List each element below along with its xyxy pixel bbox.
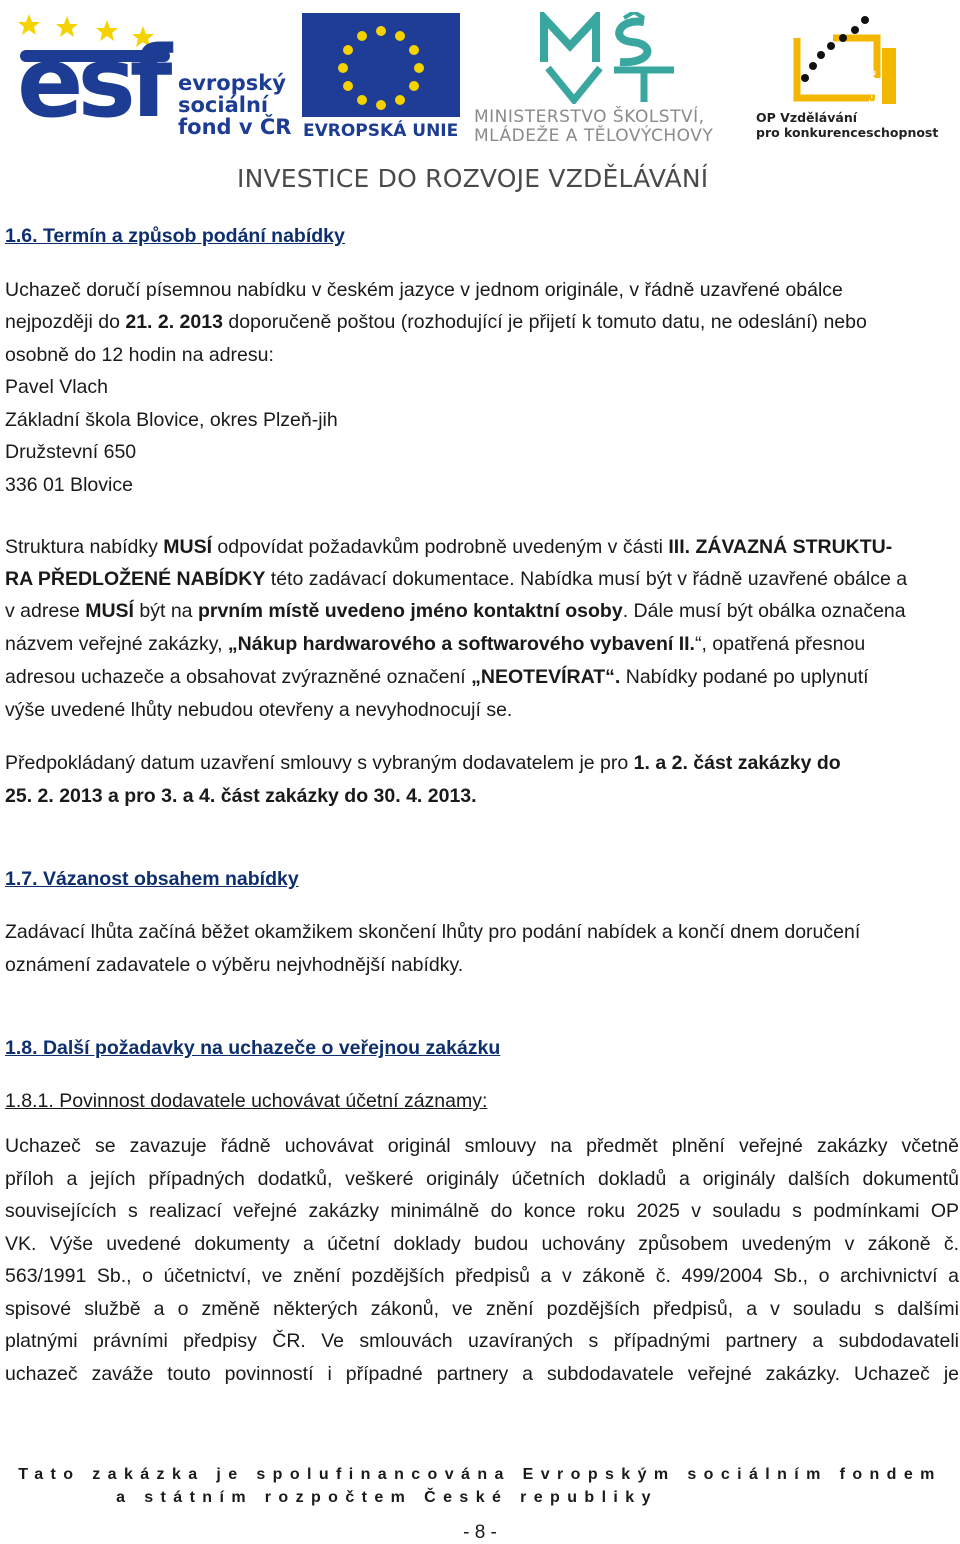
address-name: Pavel Vlach	[5, 376, 108, 398]
s16-p2-must-1: MUSÍ	[163, 536, 212, 558]
subheading-1-8-1: 1.8.1. Povinnost dodavatele uchovávat účetní záznamy:	[5, 1090, 488, 1112]
esf-line-1: evropský	[178, 71, 286, 95]
heading-1-8: 1.8. Další požadavky na uchazeče o veřejnou zakázku	[5, 1037, 501, 1059]
op-name	[756, 110, 938, 140]
s16-p2-text-j: názvem veřejné zakázky,	[5, 633, 228, 655]
eu-label: EVROPSKÁ UNIE	[303, 121, 459, 141]
s16-p2-must-2: MUSÍ	[85, 600, 134, 622]
tagline: INVESTICE DO ROZVOJE VZDĚLÁVÁNÍ	[237, 164, 709, 193]
s16-p2-text-f: Nabídka musí být v řádně uzavřené obálce a	[514, 568, 908, 590]
s16-p2-part-ref-cont: RA PŘEDLOŽENÉ NABÍDKY	[5, 568, 266, 590]
s16-p2-part-ref: III. ZÁVAZNÁ STRUKTU-	[668, 536, 893, 558]
s16-p2-line3	[5, 600, 906, 622]
msmt-logo-icon	[540, 12, 680, 104]
page-number: - 8 -	[463, 1522, 497, 1543]
s16-p3-parts-1-2: 1. a 2. část zakázky do	[633, 752, 841, 774]
header-logos	[0, 0, 960, 200]
msmt-line-1: MINISTERSTVO ŠKOLSTVÍ,	[474, 107, 705, 127]
msmt-name	[474, 108, 713, 146]
esf-line-3: fond v ČR	[178, 115, 292, 139]
esf-line-2: sociální	[178, 93, 269, 117]
s16-p2-text-l: adresou uchazeče a obsahovat zvýrazněné označení	[5, 666, 472, 688]
s16-p2-contract-name: „Nákup hardwarového a softwarového vybavení II.	[227, 633, 695, 655]
op-line-2: pro konkurenceschopnost	[756, 125, 939, 140]
s16-p2-line2	[5, 568, 907, 590]
s16-p2-line4	[5, 633, 865, 655]
s17-line2: oznámení zadavatele o výběru nejvhodnější nabídky.	[5, 954, 464, 976]
s16-p2-text-h: být na	[133, 600, 198, 622]
op-line-1: OP Vzdělávání	[756, 110, 858, 125]
address-school: Základní škola Blovice, okres Plzeň-jih	[5, 409, 338, 431]
msmt-line-2: MLÁDEŽE A TĚLOVÝCHOVY	[474, 126, 714, 146]
s16-p1-line1: Uchazeč doručí písemnou nabídku v českém jazyce v jednom originále, v řádně uzavřené obálce	[5, 279, 843, 301]
s16-p1-line2	[5, 311, 867, 333]
op-years: 2007-13	[866, 70, 876, 112]
s18-line3: souvisejících s realizací veřejné zakázky minimálně do konce roku 2025 v souladu s podmínkami OP	[5, 1200, 959, 1222]
s16-p2-text-g: v adrese	[5, 600, 86, 622]
s16-p2-text-e: této zadávací dokumentace.	[265, 568, 515, 590]
s18-line6: spisové službě a o změně některých zákonů, ve znění pozdějších předpisů, a v souladu s dalšími	[5, 1298, 959, 1320]
s16-p2-text-a: Struktura nabídky	[5, 536, 164, 558]
esf-letters: esf	[17, 26, 167, 140]
s16-p3-line2: 25. 2. 2013 a pro 3. a 4. část zakázky do 30. 4. 2013.	[5, 785, 477, 807]
s16-p3-text-a: Předpokládaný datum uzavření smlouvy s vybraným dodavatelem je pro	[5, 752, 634, 774]
op-logo-icon	[785, 8, 905, 108]
s16-p2-line5	[5, 666, 869, 688]
s18-line2: příloh a jejích případných dodatků, veškeré originály účetních dokladů a originály dalších dokumentů	[5, 1168, 959, 1190]
s18-line1: Uchazeč se zavazuje řádně uchovávat originál smlouvy na předmět plnění veřejné zakázky včetně	[5, 1135, 959, 1157]
s16-p1-text-c: doporučeně poštou (rozhodující je přijetí k tomuto datu, ne odeslání) nebo	[222, 311, 867, 333]
address-street: Družstevní 650	[5, 441, 137, 463]
eu-flag-icon	[302, 13, 460, 117]
s16-p2-text-i: . Dále musí být obálka označena	[622, 600, 906, 622]
s16-p2-line1	[5, 536, 892, 558]
address-city: 336 01 Blovice	[5, 474, 133, 496]
s18-line4: VK. Výše uvedené dokumenty a účetní doklady budou uchovány způsobem uvedeným v zákoně č.	[5, 1233, 959, 1255]
s18-line8: uchazeč zaváže touto povinností i případné partnery a subdodavatele veřejné zakázky. Uchazeč je	[5, 1363, 959, 1385]
s18-line7: platnými právními předpisy ČR. Ve smlouvách uzavíraných s případnými partnery a subdodavateli	[5, 1330, 959, 1352]
footer-line-1: Tato zakázka je spolufinancována Evropským sociálním fondem	[18, 1466, 942, 1483]
s16-p2-contact-rule: prvním místě uvedeno jméno kontaktní osoby	[197, 600, 623, 622]
s17-line1: Zadávací lhůta začíná běžet okamžikem skončení lhůty pro podání nabídek a končí dnem doručení	[5, 921, 861, 943]
s16-p3-line1	[5, 752, 841, 774]
esf-name	[178, 72, 291, 138]
heading-1-7: 1.7. Vázanost obsahem nabídky	[5, 868, 299, 890]
s16-p1-line3: osobně do 12 hodin na adresu:	[5, 344, 274, 366]
s16-deadline-date: 21. 2. 2013	[125, 311, 223, 333]
footer-line-2: a státním rozpočtem České republiky	[116, 1489, 658, 1506]
s16-p1-text-a: nejpozději do	[5, 311, 126, 333]
s16-p2-text-c: odpovídat požadavkům podrobně uvedeným v části	[212, 536, 669, 558]
s16-p2-line6: výše uvedené lhůty nebudou otevřeny a nevyhodnocují se.	[5, 699, 513, 721]
s16-p2-text-k: “, opatřená přesnou	[694, 633, 866, 655]
s18-line5: 563/1991 Sb., o účetnictví, ve znění pozdějších předpisů a v zákoně č. 499/2004 Sb., o archivnictví a	[5, 1265, 959, 1287]
heading-1-6: 1.6. Termín a způsob podání nabídky	[5, 225, 345, 247]
s16-p2-do-not-open: „NEOTEVÍRAT“.	[471, 666, 621, 688]
s16-p2-text-m: Nabídky podané po uplynutí	[620, 666, 869, 688]
